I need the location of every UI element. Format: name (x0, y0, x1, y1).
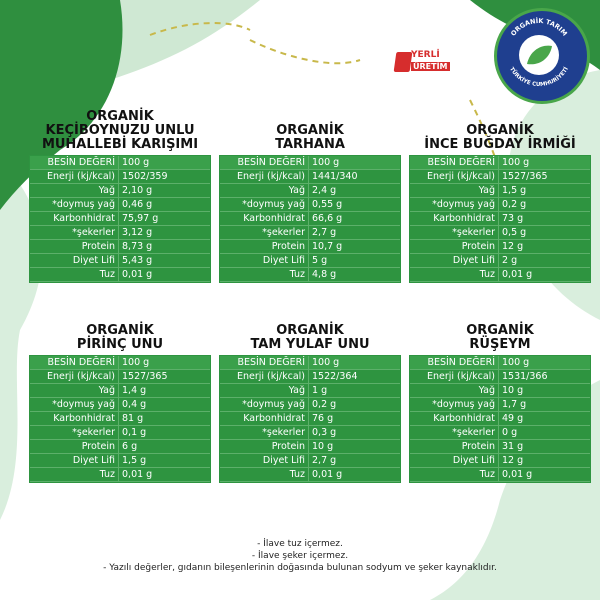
seal-top-text: ORGANİK TARIM (509, 16, 569, 38)
nutrient-label: Diyet Lifi (30, 254, 119, 268)
nutrition-row (30, 170, 210, 184)
nutrition-row (220, 468, 400, 482)
nutrient-label: BESİN DEĞERİ (30, 156, 119, 170)
nutrition-row (30, 226, 210, 240)
nutrient-label: *doymuş yağ (220, 198, 309, 212)
nutrient-label: BESİN DEĞERİ (410, 156, 499, 170)
nutrient-label: Karbonhidrat (410, 412, 499, 426)
nutrient-label: *şekerler (220, 426, 309, 440)
nutrient-label: Karbonhidrat (220, 212, 309, 226)
nutrient-value: 1,7 g (499, 398, 591, 412)
nutrient-label: Tuz (410, 268, 499, 282)
note-no-salt: - İlave tuz içermez. (257, 539, 343, 549)
uretim-text: ÜRETİM (413, 62, 448, 71)
nutrient-label: Enerji (kj/kcal) (30, 170, 119, 184)
nutrient-label: Diyet Lifi (410, 454, 499, 468)
nutrient-label: BESİN DEĞERİ (220, 356, 309, 370)
nutrient-label: Yağ (30, 384, 119, 398)
nutrition-row (30, 184, 210, 198)
nutrient-value: 76 g (309, 412, 401, 426)
nutrition-row (410, 184, 590, 198)
product-title-line: İNCE BUĞDAY İRMİĞİ (424, 137, 576, 152)
nutrient-label: Protein (220, 440, 309, 454)
nutrition-row (30, 370, 210, 384)
nutrient-label: Diyet Lifi (220, 454, 309, 468)
nutrient-label: Tuz (220, 268, 309, 282)
nutrient-value: 6 g (119, 440, 211, 454)
nutrient-value: 1,4 g (119, 384, 211, 398)
nutrient-value: 0,01 g (499, 268, 591, 282)
product-title (30, 108, 210, 156)
nutrient-label: *doymuş yağ (30, 198, 119, 212)
nutrition-row (30, 398, 210, 412)
nutrition-table (30, 356, 210, 482)
product-title (220, 308, 400, 356)
nutrient-label: Protein (220, 240, 309, 254)
nutrient-value: 100 g (499, 156, 591, 170)
product-title-line: ORGANİK (86, 323, 154, 338)
nutrition-row (30, 426, 210, 440)
nutrient-value: 0,46 g (119, 198, 211, 212)
nutrient-label: Enerji (kj/kcal) (410, 370, 499, 384)
nutrition-row (410, 384, 590, 398)
nutrient-label: *şekerler (410, 426, 499, 440)
nutrient-value: 5,43 g (119, 254, 211, 268)
nutrient-value: 1441/340 (309, 170, 401, 184)
nutrition-row (220, 268, 400, 282)
product-card (30, 108, 210, 282)
nutrient-value: 0,1 g (119, 426, 211, 440)
nutrition-row (30, 468, 210, 482)
nutrient-label: *doymuş yağ (410, 198, 499, 212)
nutrient-label: *şekerler (220, 226, 309, 240)
nutrient-label: Protein (30, 440, 119, 454)
nutrient-value: 100 g (119, 356, 211, 370)
nutrient-label: BESİN DEĞERİ (220, 156, 309, 170)
product-title-line: MUHALLEBİ KARIŞIMI (41, 137, 199, 152)
nutrition-row (410, 454, 590, 468)
nutrition-row (30, 440, 210, 454)
nutrient-label: Tuz (220, 468, 309, 482)
nutrient-value: 2,10 g (119, 184, 211, 198)
nutrient-value: 12 g (499, 240, 591, 254)
nutrition-row (410, 468, 590, 482)
nutrient-value: 1522/364 (309, 370, 401, 384)
product-title-line: TAM YULAF UNU (250, 337, 370, 352)
product-title-line: ORGANİK (276, 123, 344, 138)
nutrition-row (410, 268, 590, 282)
nutrient-label: *doymuş yağ (220, 398, 309, 412)
nutrition-row (410, 254, 590, 268)
nutrient-value: 1531/366 (499, 370, 591, 384)
nutrition-row (410, 356, 590, 370)
nutrient-label: Tuz (410, 468, 499, 482)
nutrition-table (220, 356, 400, 482)
nutrient-value: 2,4 g (309, 184, 401, 198)
nutrient-value: 100 g (309, 356, 401, 370)
hand-icon (394, 52, 413, 72)
product-title (410, 108, 590, 156)
nutrient-value: 0,2 g (499, 198, 591, 212)
nutrient-label: Diyet Lifi (220, 254, 309, 268)
product-card (220, 108, 400, 282)
nutrient-value: 81 g (119, 412, 211, 426)
nutrient-label: Karbonhidrat (220, 412, 309, 426)
nutrient-value: 2,7 g (309, 226, 401, 240)
nutrient-value: 66,6 g (309, 212, 401, 226)
nutrition-row (220, 254, 400, 268)
nutrient-label: BESİN DEĞERİ (30, 356, 119, 370)
nutrition-row (220, 184, 400, 198)
nutrition-row (220, 226, 400, 240)
bg-dashed-swoosh-top2 (250, 40, 360, 63)
nutrition-row (30, 212, 210, 226)
product-title-line: RÜŞEYM (469, 337, 531, 352)
nutrient-value: 100 g (499, 356, 591, 370)
nutrition-row (220, 370, 400, 384)
nutrient-value: 0,2 g (309, 398, 401, 412)
note-no-sugar: - İlave şeker içermez. (251, 551, 349, 561)
nutrition-row (30, 268, 210, 282)
nutrient-value: 5 g (309, 254, 401, 268)
nutrition-row (220, 240, 400, 254)
nutrition-table (30, 156, 210, 282)
nutrition-table (410, 156, 590, 282)
product-title-line: ORGANİK (466, 123, 534, 138)
nutrient-label: *şekerler (30, 426, 119, 440)
nutrition-row (30, 156, 210, 170)
nutrient-label: Diyet Lifi (30, 454, 119, 468)
nutrient-label: Diyet Lifi (410, 254, 499, 268)
nutrition-row (410, 370, 590, 384)
nutrition-row (220, 412, 400, 426)
nutrient-label: Yağ (220, 384, 309, 398)
nutrition-table (220, 156, 400, 282)
product-card (410, 108, 590, 282)
nutrient-label: Protein (30, 240, 119, 254)
nutrient-value: 2 g (499, 254, 591, 268)
nutrient-label: Enerji (kj/kcal) (220, 170, 309, 184)
product-title (220, 108, 400, 156)
note-sodium-sugar-source: - Yazılı değerler, gıdanın bileşenlerinin doğasında bulunan sodyum ve şeker kaynaklıdır. (103, 563, 497, 573)
nutrition-row (220, 384, 400, 398)
nutrient-value: 49 g (499, 412, 591, 426)
yerli-text: YERLİ (411, 50, 440, 60)
nutrient-value: 0 g (499, 426, 591, 440)
nutrient-label: *şekerler (410, 226, 499, 240)
nutrient-label: Yağ (30, 184, 119, 198)
nutrient-value: 0,01 g (499, 468, 591, 482)
nutrient-label: *doymuş yağ (410, 398, 499, 412)
nutrient-label: Enerji (kj/kcal) (410, 170, 499, 184)
product-card (220, 308, 400, 482)
nutrient-value: 1,5 g (119, 454, 211, 468)
nutrient-label: Yağ (410, 184, 499, 198)
nutrient-value: 10 g (309, 440, 401, 454)
product-title-line: ORGANİK (276, 323, 344, 338)
nutrition-row (220, 398, 400, 412)
nutrition-row (410, 226, 590, 240)
footnotes (0, 538, 600, 574)
nutrient-value: 100 g (309, 156, 401, 170)
nutrient-label: Enerji (kj/kcal) (220, 370, 309, 384)
nutrition-row (410, 156, 590, 170)
nutrition-row (220, 440, 400, 454)
product-title-line: ORGANİK (466, 323, 534, 338)
nutrition-row (30, 356, 210, 370)
product-title (30, 308, 210, 356)
nutrition-row (30, 454, 210, 468)
nutrition-row (410, 426, 590, 440)
nutrition-row (30, 198, 210, 212)
product-title-line: PİRİNÇ UNU (76, 337, 164, 352)
nutrient-value: 100 g (119, 156, 211, 170)
nutrition-row (220, 212, 400, 226)
nutrient-value: 8,73 g (119, 240, 211, 254)
nutrient-label: *şekerler (30, 226, 119, 240)
nutrient-value: 4,8 g (309, 268, 401, 282)
nutrient-value: 1 g (309, 384, 401, 398)
nutrient-value: 12 g (499, 454, 591, 468)
nutrition-row (30, 240, 210, 254)
nutrient-label: Tuz (30, 468, 119, 482)
nutrition-row (220, 454, 400, 468)
nutrition-row (220, 156, 400, 170)
nutrient-label: Karbonhidrat (30, 212, 119, 226)
nutrition-row (220, 426, 400, 440)
nutrition-row (30, 384, 210, 398)
nutrition-row (220, 198, 400, 212)
nutrition-row (220, 356, 400, 370)
product-title-line: ORGANİK (86, 109, 154, 124)
nutrient-label: Tuz (30, 268, 119, 282)
nutrition-row (30, 412, 210, 426)
nutrient-label: Protein (410, 240, 499, 254)
nutrient-label: Yağ (220, 184, 309, 198)
nutrient-value: 0,55 g (309, 198, 401, 212)
nutrient-label: Karbonhidrat (30, 412, 119, 426)
nutrient-value: 0,3 g (309, 426, 401, 440)
nutrient-value: 75,97 g (119, 212, 211, 226)
nutrient-value: 1527/365 (499, 170, 591, 184)
seal-bottom-text: TÜRKİYE CUMHURİYETİ (508, 66, 570, 89)
product-card (30, 308, 210, 482)
nutrient-value: 10,7 g (309, 240, 401, 254)
nutrient-value: 1502/359 (119, 170, 211, 184)
nutrient-value: 0,01 g (119, 468, 211, 482)
nutrient-value: 3,12 g (119, 226, 211, 240)
nutrient-value: 10 g (499, 384, 591, 398)
product-title (410, 308, 590, 356)
nutrition-row (410, 412, 590, 426)
nutrient-value: 2,7 g (309, 454, 401, 468)
nutrient-label: Yağ (410, 384, 499, 398)
organik-tarim-seal (494, 8, 590, 104)
nutrient-value: 0,01 g (119, 268, 211, 282)
product-card (410, 308, 590, 482)
nutrient-value: 0,4 g (119, 398, 211, 412)
yerli-uretim-badge (395, 48, 448, 78)
product-title-line: KEÇİBOYNUZU UNLU (45, 123, 195, 138)
nutrient-label: BESİN DEĞERİ (410, 356, 499, 370)
product-title-line: TARHANA (275, 137, 345, 152)
nutrient-label: Karbonhidrat (410, 212, 499, 226)
nutrient-value: 73 g (499, 212, 591, 226)
nutrition-row (410, 212, 590, 226)
nutrient-value: 0,5 g (499, 226, 591, 240)
nutrition-row (410, 398, 590, 412)
nutrition-row (410, 198, 590, 212)
nutrient-value: 1527/365 (119, 370, 211, 384)
nutrient-label: *doymuş yağ (30, 398, 119, 412)
nutrient-value: 31 g (499, 440, 591, 454)
nutrient-label: Protein (410, 440, 499, 454)
nutrition-row (220, 170, 400, 184)
nutrient-value: 1,5 g (499, 184, 591, 198)
nutrition-row (410, 240, 590, 254)
nutrient-label: Enerji (kj/kcal) (30, 370, 119, 384)
nutrition-table (410, 356, 590, 482)
nutrition-row (410, 440, 590, 454)
nutrition-row (410, 170, 590, 184)
nutrition-row (30, 254, 210, 268)
nutrient-value: 0,01 g (309, 468, 401, 482)
